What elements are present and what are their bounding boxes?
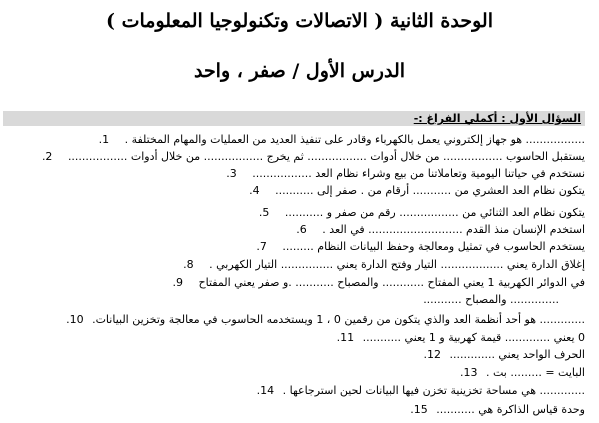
- item-number: .9: [172, 276, 184, 289]
- item-text: يتكون نظام العد العشري من ........... أرقام من . صفر إلى ...........: [275, 184, 585, 197]
- item-number: .10: [66, 313, 84, 326]
- item-text: ............. هي مساحة تخزينية تخزن فيها البيانات لحين استرجاعها .: [282, 384, 585, 397]
- list-item: [5, 348, 585, 361]
- item-number: .4: [249, 184, 260, 197]
- item-number: .7: [256, 240, 267, 253]
- list-item: [5, 276, 585, 289]
- unit-title: الوحدة الثانية ( الاتصالات وتكنولوجيا المعلومات ): [106, 10, 493, 32]
- list-item: [5, 240, 585, 253]
- item-text: نستخدم في حياتنا اليومية وتعاملاتنا من بيع وشراء نظام العد .................: [252, 167, 585, 180]
- list-item: [5, 313, 585, 326]
- list-item: [5, 258, 585, 271]
- list-item: [5, 150, 585, 163]
- list-item: [5, 223, 585, 236]
- list-item: [5, 331, 585, 344]
- list-item: [5, 133, 585, 146]
- list-item: [5, 206, 585, 219]
- list-item: [5, 366, 585, 379]
- item-text: ................. هو جهاز إلكتروني يعمل بالكهرباء وقادر على تنفيذ العديد من العمليات والمهام المختلفة .: [124, 133, 585, 146]
- item-text: الحرف الواحد يعني .............: [449, 348, 585, 361]
- item-number: .15: [410, 403, 428, 416]
- item-continuation: .............. والمصباح ...........: [423, 293, 559, 306]
- item-number: .2: [41, 150, 53, 163]
- item-number: .8: [183, 258, 194, 271]
- item-text: استخدم الإنسان منذ القدم ........................... في العد .: [322, 223, 585, 236]
- item-text: ............. هو أحد أنظمة العد والذي يتكون من رقمين 0 ، 1 ويستخدمه الحاسوب في معالجة وتخزين البيانات.: [92, 313, 585, 326]
- item-text: يستقبل الحاسوب ................. من خلال أدوات ................. ثم يخرج ................. من خلال أدوات .................: [67, 150, 585, 163]
- item-number: .12: [423, 348, 441, 361]
- list-item: [5, 403, 585, 416]
- list-item: [5, 384, 585, 397]
- list-item: [5, 167, 585, 180]
- item-number: .3: [226, 167, 237, 180]
- item-number: .14: [256, 384, 275, 397]
- question-header: [3, 111, 585, 126]
- item-text: يتكون نظام العد الثنائي من ................. رقم من صفر و ...........: [284, 206, 585, 219]
- list-item: [5, 184, 585, 197]
- item-text: إغلاق الدارة يعني .................. التيار وفتح الدارة يعني ............... التيار الكهربي .: [209, 258, 585, 271]
- item-text: في الدوائر الكهربية 1 يعني المفتاح ............ والمصباح ........... .و صفر يعني المفتاح: [198, 276, 585, 289]
- item-number: .11: [336, 331, 355, 344]
- question-header-label: السؤال الأول : أكملي الفراغ :-: [413, 112, 581, 125]
- item-number: .13: [460, 366, 478, 379]
- item-text: يستخدم الحاسوب في تمثيل ومعالجة وحفظ البيانات النظام .........: [282, 240, 585, 253]
- lesson-title: الدرس الأول / صفر ، واحد: [193, 60, 406, 82]
- item-number: .5: [258, 206, 270, 219]
- item-text: 0 يعني ............. قيمة كهربية و 1 يعني ...........: [362, 331, 585, 344]
- item-text: البايت = ......... بت .: [486, 366, 585, 379]
- item-number: .1: [98, 133, 110, 146]
- item-number: .6: [296, 223, 307, 236]
- item-text: وحدة قياس الذاكرة هي ...........: [436, 403, 585, 416]
